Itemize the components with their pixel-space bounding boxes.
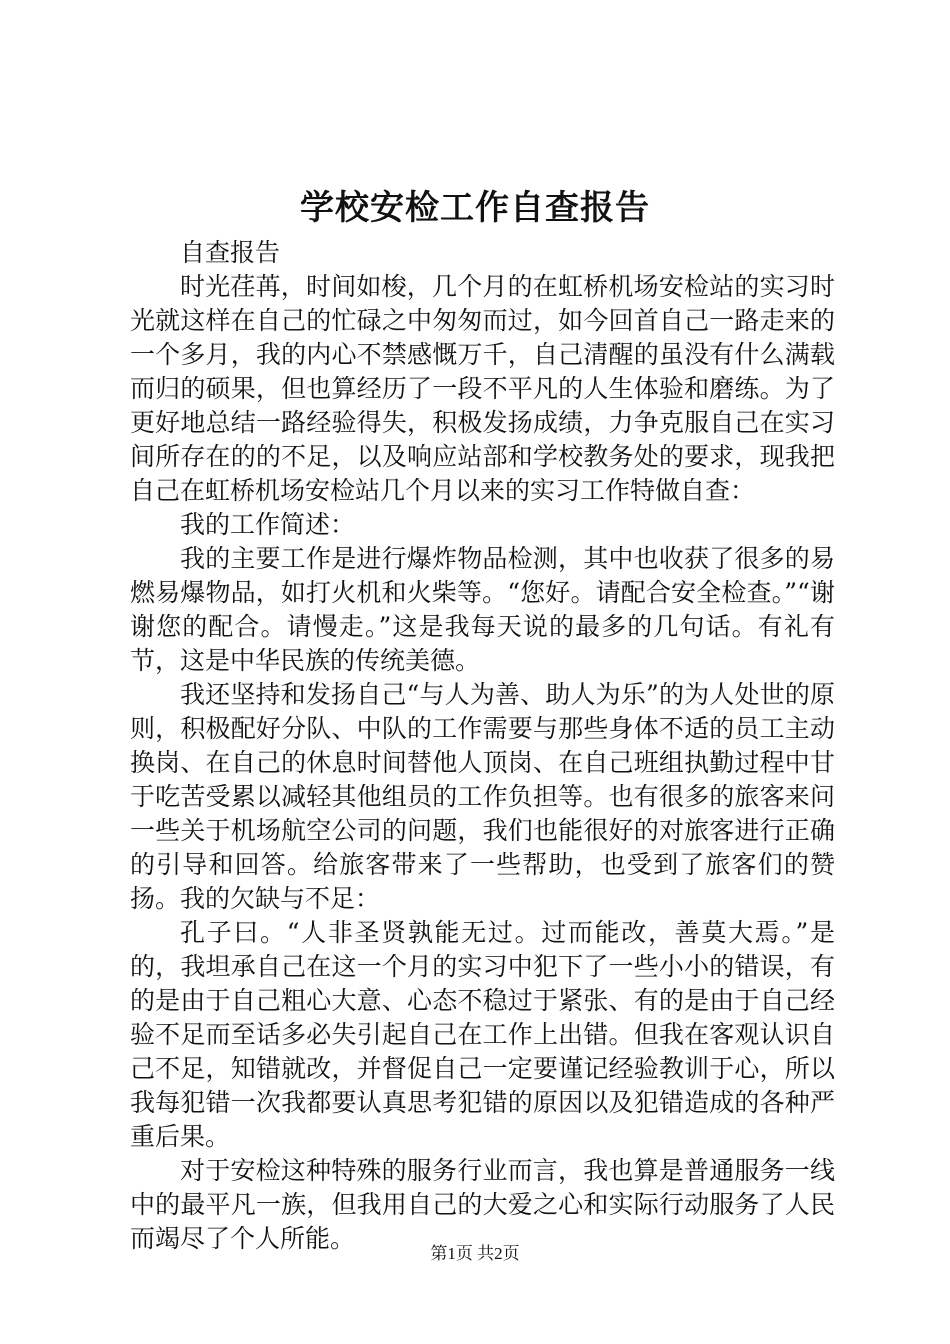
paragraph-intro: 时光荏苒，时间如梭，几个月的在虹桥机场安检站的实习时光就这样在自己的忙碌之中匆匆而过，如今回首自己一路走来的一个多月，我的内心不禁感慨万千，自己清醒的虽没有什么满载而归的硕果，但也算经历了一段不平凡的人生体验和磨练。为了更好地总结一路经验得失，积极发扬成绩，力争克服自己在实习间所存在的的不足，以及响应站部和学校教务处的要求，现我把自己在虹桥机场安检站几个月以来的实习工作特做自查： <box>130 272 835 505</box>
page-number-footer: 第1页 共2页 <box>430 1244 520 1263</box>
paragraph-heading: 自查报告 <box>180 238 281 267</box>
paragraph-shortcomings: 孔子曰。“人非圣贤孰能无过。过而能改，善莫大焉。”是的，我坦承自己在这一个月的实习中犯下了一些小小的错误，有的是由于自己粗心大意、心态不稳过于紧张、有的是由于自己经验不足而至话多必失引起自己在工作上出错。但我在客观认识自己不足，知错就改，并督促自己一定要谨记经验教训于心，所以我每犯错一次我都要认真思考犯错的原因以及犯错造成的各种严重后果。 <box>130 918 835 1151</box>
paragraph-principles: 我还坚持和发扬自己“与人为善、助人为乐”的为人处世的原则，积极配好分队、中队的工作需要与那些身体不适的员工主动换岗、在自己的休息时间替他人顶岗、在自己班组执勤过程中甘于吃苦受累以减轻其他组员的工作负担等。也有很多的旅客来问一些关于机场航空公司的问题，我们也能很好的对旅客进行正确的引导和回答。给旅客带来了一些帮助，也受到了旅客们的赞扬。我的欠缺与不足： <box>130 680 835 913</box>
document-title: 学校安检工作自查报告 <box>300 188 650 228</box>
paragraph-work-summary-heading: 我的工作简述： <box>180 510 356 539</box>
document-body <box>130 236 835 1256</box>
paragraph-conclusion: 对于安检这种特殊的服务行业而言，我也算是普通服务一线中的最平凡一族，但我用自己的大爱之心和实际行动服务了人民而竭尽了个人所能。 <box>130 1156 835 1253</box>
paragraph-main-work: 我的主要工作是进行爆炸物品检测，其中也收获了很多的易燃易爆物品，如打火机和火柴等。“您好。请配合安全检查。”“谢谢您的配合。请慢走。”这是我每天说的最多的几句话。有礼有节，这是中华民族的传统美德。 <box>130 544 835 675</box>
